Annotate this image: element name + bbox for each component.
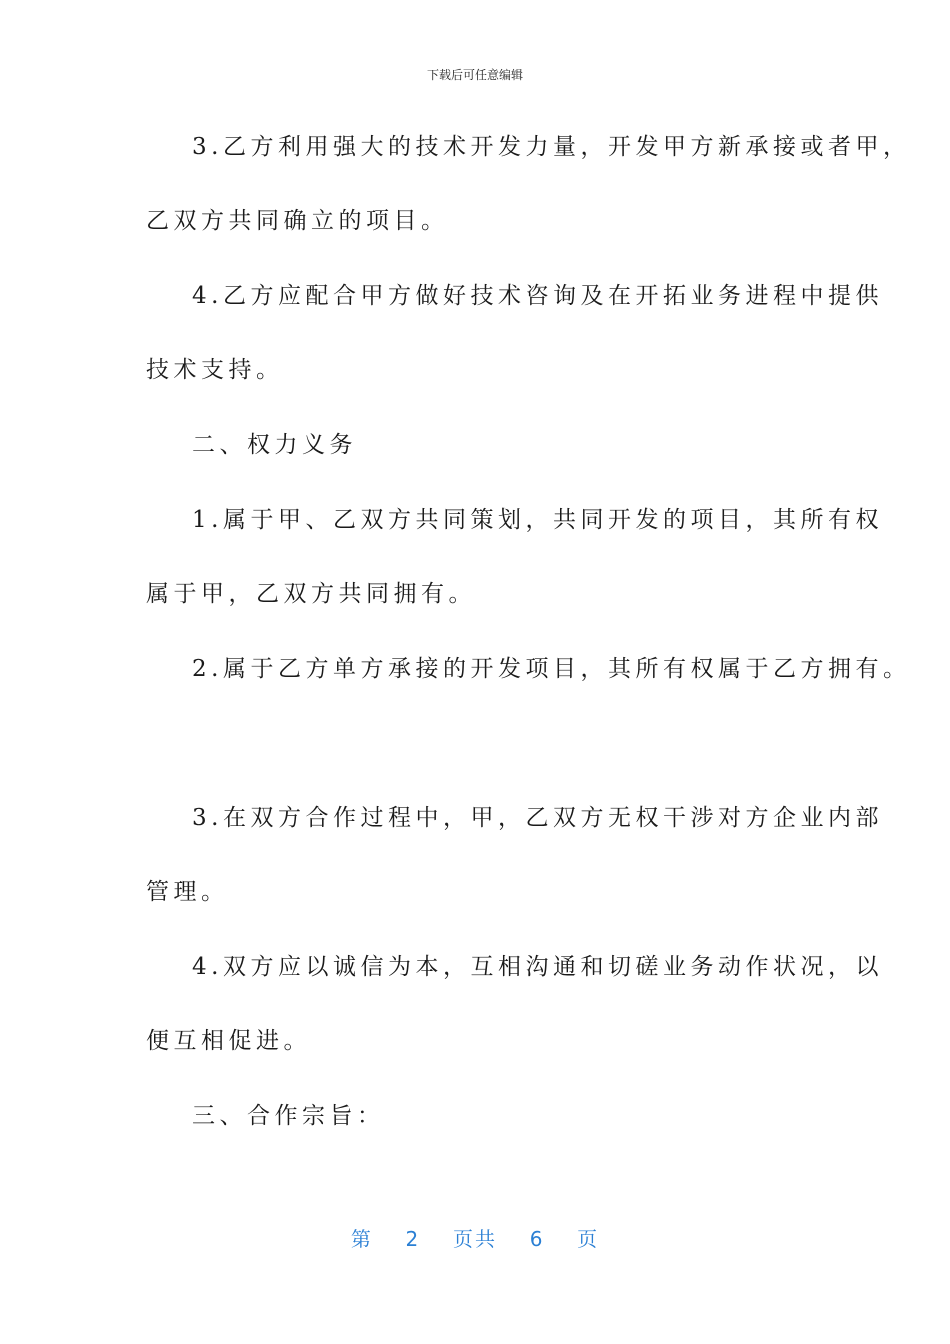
page-label-middle: 页共 [453,1227,497,1251]
section-heading: 三、合作宗旨： [192,1103,385,1129]
paragraph-line: 4.双方应以诚信为本，互相沟通和切磋业务动作状况，以 [192,954,883,980]
paragraph-line: 乙双方共同确立的项目。 [146,208,449,234]
paragraph-line: 3.乙方利用强大的技术开发力量，开发甲方新承接或者甲， [192,134,911,160]
paragraph-line: 属于甲，乙双方共同拥有。 [146,581,476,607]
total-pages-number: 6 [529,1227,545,1251]
page-label-prefix: 第 [350,1227,373,1251]
paragraph-line: 2.属于乙方单方承接的开发项目，其所有权属于乙方拥有。 [192,656,911,682]
current-page-number: 2 [405,1227,421,1251]
page-header-note: 下载后可任意编辑 [426,68,523,82]
paragraph-line: 3.在双方合作过程中，甲，乙双方无权干涉对方企业内部 [192,805,883,831]
page-footer [0,1226,950,1252]
paragraph-line: 技术支持。 [146,357,284,383]
paragraph-line: 便互相促进。 [146,1028,311,1054]
paragraph-line: 1.属于甲、乙双方共同策划，共同开发的项目，其所有权 [192,507,883,533]
section-heading: 二、权力义务 [192,432,357,458]
paragraph-line: 管理。 [146,879,229,905]
page-label-suffix: 页 [577,1227,600,1251]
paragraph-line: 4.乙方应配合甲方做好技术咨询及在开拓业务进程中提供 [192,283,883,309]
